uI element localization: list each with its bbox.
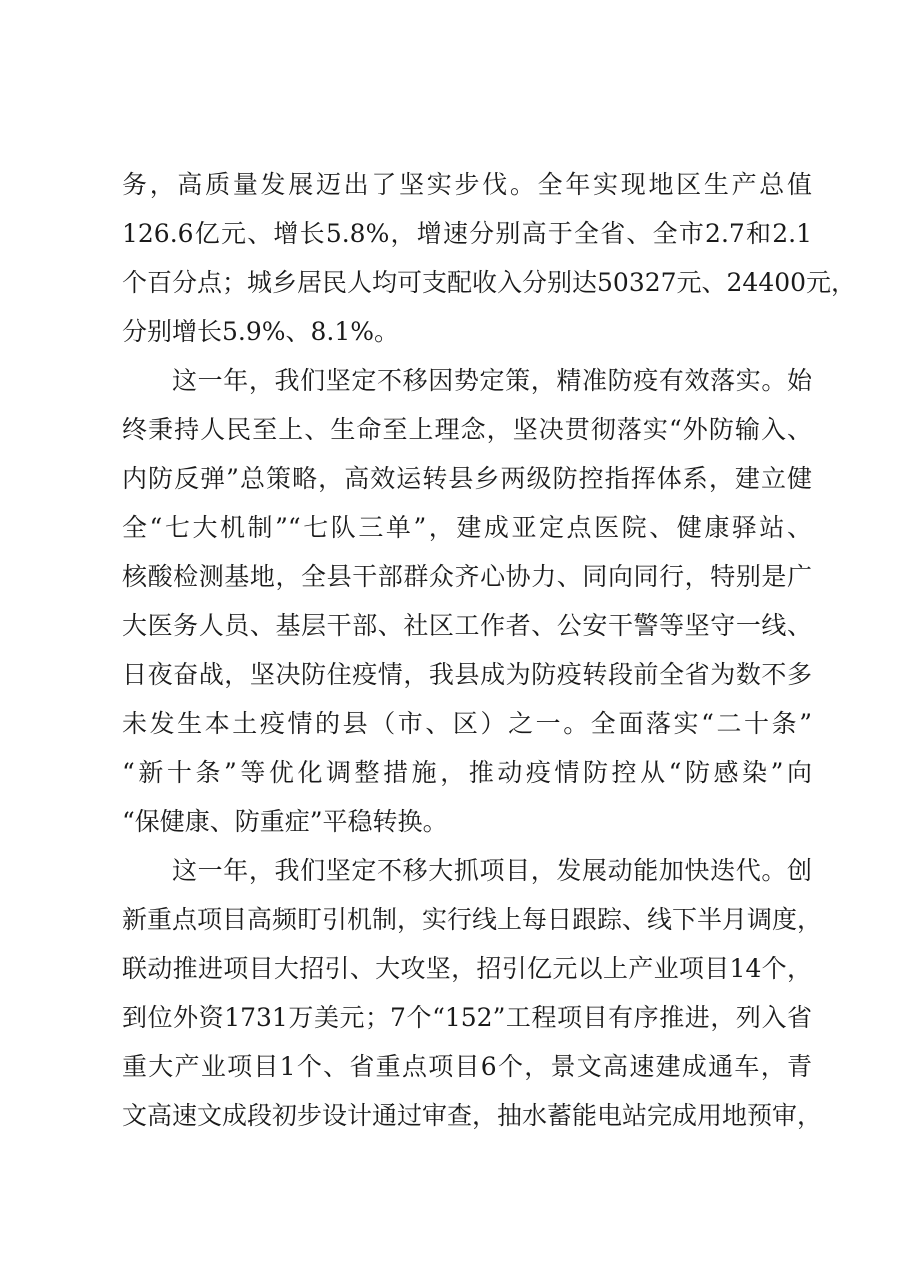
- text-line-6: 终秉持人民至上、生命至上理念，坚决贯彻落实“外防输入、: [122, 415, 812, 444]
- text-line-4: 分别增长5.9%、8.1%。: [122, 317, 400, 346]
- text-line-11: 日夜奋战，坚决防住疫情，我县成为防疫转段前全省为数不多: [122, 660, 812, 689]
- text-line-19: 重大产业项目1个、省重点项目6个，景文高速建成通车，青: [122, 1052, 812, 1081]
- text-line-16: 新重点项目高频盯引机制，实行线上每日跟踪、线下半月调度，: [122, 905, 823, 934]
- text-line-5: 这一年，我们坚定不移因势定策，精准防疫有效落实。始: [172, 366, 812, 395]
- text-line-17: 联动推进项目大招引、大攻坚，招引亿元以上产业项目14个，: [122, 954, 812, 983]
- text-line-7: 内防反弹”总策略，高效运转县乡两级防控指挥体系，建立健: [122, 464, 812, 493]
- text-line-13: “新十条”等优化调整措施，推动疫情防控从“防感染”向: [122, 758, 812, 787]
- text-line-20: 文高速文成段初步设计通过审查，抽水蓄能电站完成用地预审，: [122, 1101, 823, 1130]
- text-line-15: 这一年，我们坚定不移大抓项目，发展动能加快迭代。创: [172, 856, 812, 885]
- text-line-9: 核酸检测基地，全县干部群众齐心协力、同向同行，特别是广: [122, 562, 812, 591]
- text-line-8: 全“七大机制”“七队三单”，建成亚定点医院、健康驿站、: [122, 513, 812, 542]
- text-line-2: 126.6亿元、增长5.8%，增速分别高于全省、全市2.7和2.1: [122, 219, 812, 248]
- text-line-1: 务，高质量发展迈出了坚实步伐。全年实现地区生产总值: [122, 170, 812, 199]
- body-text: [122, 160, 857, 1140]
- text-line-14: “保健康、防重症”平稳转换。: [122, 807, 448, 836]
- text-line-12: 未发生本土疫情的县（市、区）之一。全面落实“二十条”: [122, 709, 812, 738]
- text-line-3: 个百分点；城乡居民人均可支配收入分别达50327元、24400元，: [122, 268, 857, 297]
- text-line-18: 到位外资1731万美元；7个“152”工程项目有序推进，列入省: [122, 1003, 812, 1032]
- text-line-10: 大医务人员、基层干部、社区工作者、公安干警等坚守一线、: [122, 611, 812, 640]
